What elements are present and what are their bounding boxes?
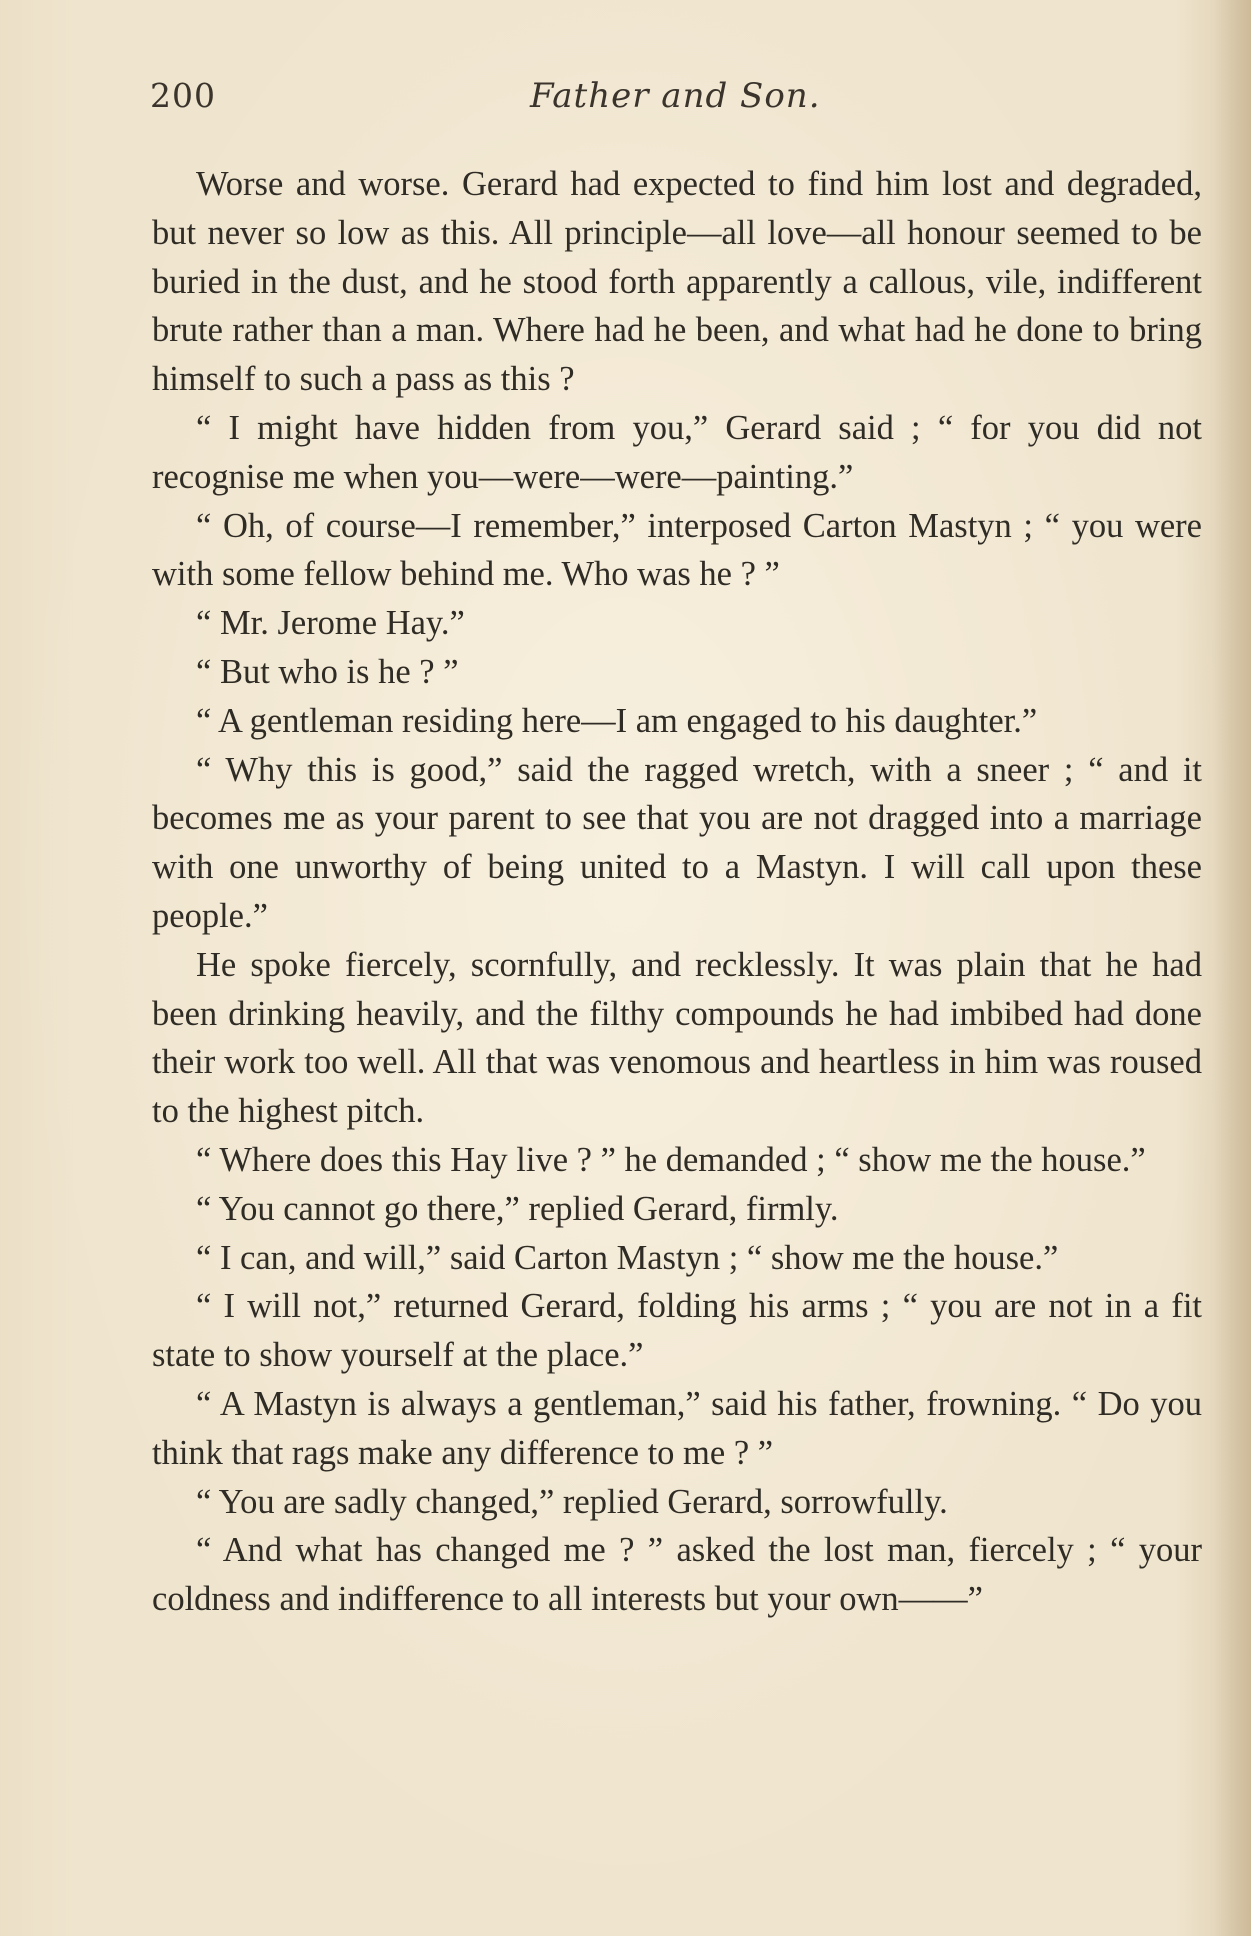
paragraph: “ You cannot go there,” replied Gerard, firmly. [196, 1189, 839, 1228]
paragraph: “ Why this is good,” said the ragged wretch, with a sneer ; “ and it becomes me as your parent to see that you are not dragged into a marriage with one unworthy of being united to a Mastyn. I will call upon these people.” [152, 750, 1202, 935]
paragraph: “ I can, and will,” said Carton Mastyn ; “ show me the house.” [196, 1238, 1059, 1277]
paragraph: “ Where does this Hay live ? ” he demanded ; “ show me the house.” [196, 1140, 1146, 1179]
paragraph: “ Mr. Jerome Hay.” [196, 604, 465, 643]
running-title: Father and Son. [530, 76, 821, 116]
paragraph: He spoke fiercely, scornfully, and recklessly. It was plain that he had been drinking heavily, and the filthy compounds he had imbibed had done their work too well. All that was venomous and heartless in him was roused to the highest pitch. [152, 945, 1202, 1131]
paragraph: “ Oh, of course—I remember,” interposed Carton Mastyn ; “ you were with some fellow behind me. Who was he ? ” [152, 506, 1202, 594]
paragraph: Worse and worse. Gerard had expected to find him lost and degraded, but never so low as this. All principle—all love—all honour seemed to be buried in the dust, and he stood forth apparently a callous, vile, indifferent brute rather than a man. Where had he been, and what had he done to bring himself to such a pass as this ? [152, 165, 1202, 399]
paragraph: “ You are sadly changed,” replied Gerard, sorrowfully. [196, 1482, 948, 1521]
paragraph: “ I might have hidden from you,” Gerard said ; “ for you did not recognise me when you—were—were—painting.” [152, 408, 1202, 496]
page-header [150, 76, 1202, 126]
page-number: 200 [150, 76, 216, 115]
paragraph: “ But who is he ? ” [196, 652, 459, 691]
paragraph: “ A Mastyn is always a gentleman,” said his father, frowning. “ Do you think that rags make any difference to me ? ” [152, 1384, 1202, 1472]
paragraph: “ And what has changed me ? ” asked the lost man, fiercely ; “ your coldness and indifference to all interests but your own——” [152, 1531, 1202, 1619]
paragraph: “ A gentleman residing here—I am engaged to his daughter.” [196, 701, 1038, 740]
body-text [152, 160, 1202, 1624]
page-edge-shadow [1213, 0, 1251, 1936]
paragraph: “ I will not,” returned Gerard, folding his arms ; “ you are not in a fit state to show yourself at the place.” [152, 1287, 1202, 1375]
